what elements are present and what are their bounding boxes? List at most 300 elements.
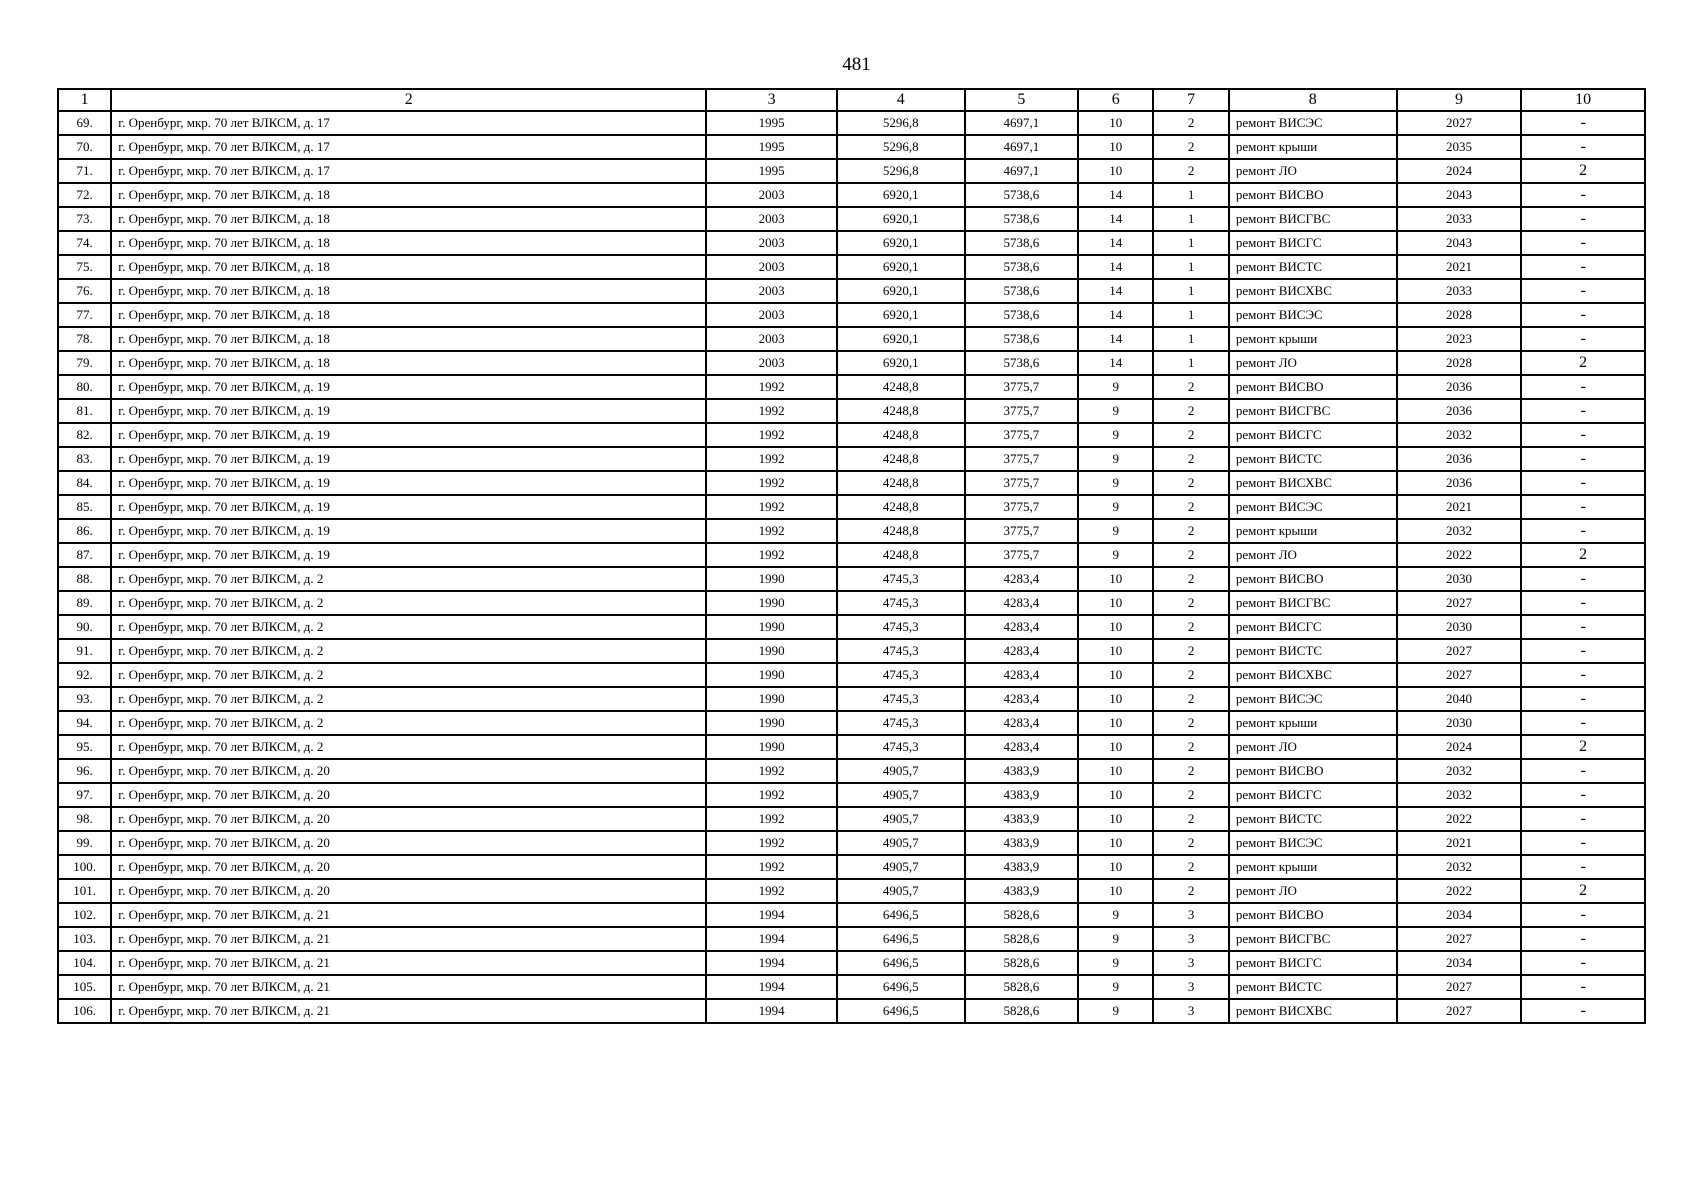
floors-cell: 14 bbox=[1078, 207, 1153, 231]
table-body bbox=[58, 111, 1645, 1023]
year-cell: 1994 bbox=[706, 951, 837, 975]
address-cell: г. Оренбург, мкр. 70 лет ВЛКСМ, д. 2 bbox=[111, 735, 706, 759]
page-number: 481 bbox=[842, 54, 871, 75]
table-row bbox=[58, 351, 1645, 375]
entrances-cell: 1 bbox=[1153, 351, 1228, 375]
work-type-cell: ремонт ВИСВО bbox=[1229, 183, 1397, 207]
floors-cell: 9 bbox=[1078, 399, 1153, 423]
total-area-cell: 4905,7 bbox=[837, 855, 965, 879]
floors-cell: 14 bbox=[1078, 183, 1153, 207]
table-row bbox=[58, 183, 1645, 207]
address-cell: г. Оренбург, мкр. 70 лет ВЛКСМ, д. 19 bbox=[111, 399, 706, 423]
entrances-cell: 1 bbox=[1153, 327, 1228, 351]
total-area-cell: 4745,3 bbox=[837, 567, 965, 591]
work-type-cell: ремонт ВИСХВС bbox=[1229, 999, 1397, 1023]
table-row bbox=[58, 519, 1645, 543]
work-type-cell: ремонт ВИСГС bbox=[1229, 951, 1397, 975]
table-row bbox=[58, 591, 1645, 615]
count-cell: - bbox=[1521, 855, 1645, 879]
count-cell: - bbox=[1521, 447, 1645, 471]
address-cell: г. Оренбург, мкр. 70 лет ВЛКСМ, д. 20 bbox=[111, 783, 706, 807]
floors-cell: 9 bbox=[1078, 927, 1153, 951]
floors-cell: 9 bbox=[1078, 495, 1153, 519]
floors-cell: 14 bbox=[1078, 279, 1153, 303]
row-number-cell: 99. bbox=[58, 831, 111, 855]
living-area-cell: 3775,7 bbox=[965, 423, 1079, 447]
table-row bbox=[58, 447, 1645, 471]
living-area-cell: 4383,9 bbox=[965, 783, 1079, 807]
count-cell: - bbox=[1521, 759, 1645, 783]
planned-year-cell: 2035 bbox=[1397, 135, 1522, 159]
column-header: 10 bbox=[1521, 89, 1645, 111]
total-area-cell: 4248,8 bbox=[837, 399, 965, 423]
entrances-cell: 2 bbox=[1153, 831, 1228, 855]
year-cell: 2003 bbox=[706, 207, 837, 231]
planned-year-cell: 2036 bbox=[1397, 399, 1522, 423]
year-cell: 1992 bbox=[706, 759, 837, 783]
year-cell: 1992 bbox=[706, 399, 837, 423]
entrances-cell: 1 bbox=[1153, 207, 1228, 231]
year-cell: 1994 bbox=[706, 975, 837, 999]
count-cell: - bbox=[1521, 471, 1645, 495]
floors-cell: 9 bbox=[1078, 999, 1153, 1023]
living-area-cell: 4283,4 bbox=[965, 735, 1079, 759]
entrances-cell: 2 bbox=[1153, 111, 1228, 135]
year-cell: 1994 bbox=[706, 927, 837, 951]
table-row bbox=[58, 639, 1645, 663]
total-area-cell: 5296,8 bbox=[837, 135, 965, 159]
living-area-cell: 3775,7 bbox=[965, 495, 1079, 519]
entrances-cell: 3 bbox=[1153, 975, 1228, 999]
living-area-cell: 3775,7 bbox=[965, 471, 1079, 495]
floors-cell: 10 bbox=[1078, 879, 1153, 903]
year-cell: 1990 bbox=[706, 639, 837, 663]
floors-cell: 9 bbox=[1078, 951, 1153, 975]
work-type-cell: ремонт ВИСГС bbox=[1229, 423, 1397, 447]
work-type-cell: ремонт ЛО bbox=[1229, 879, 1397, 903]
planned-year-cell: 2030 bbox=[1397, 615, 1522, 639]
floors-cell: 9 bbox=[1078, 471, 1153, 495]
address-cell: г. Оренбург, мкр. 70 лет ВЛКСМ, д. 21 bbox=[111, 975, 706, 999]
year-cell: 1990 bbox=[706, 615, 837, 639]
table-row bbox=[58, 375, 1645, 399]
living-area-cell: 5738,6 bbox=[965, 327, 1079, 351]
planned-year-cell: 2021 bbox=[1397, 831, 1522, 855]
column-header: 8 bbox=[1229, 89, 1397, 111]
table-row bbox=[58, 663, 1645, 687]
column-number-row bbox=[58, 89, 1645, 111]
row-number-cell: 82. bbox=[58, 423, 111, 447]
living-area-cell: 4283,4 bbox=[965, 639, 1079, 663]
address-cell: г. Оренбург, мкр. 70 лет ВЛКСМ, д. 19 bbox=[111, 543, 706, 567]
address-cell: г. Оренбург, мкр. 70 лет ВЛКСМ, д. 17 bbox=[111, 159, 706, 183]
count-cell: - bbox=[1521, 111, 1645, 135]
total-area-cell: 6920,1 bbox=[837, 207, 965, 231]
address-cell: г. Оренбург, мкр. 70 лет ВЛКСМ, д. 20 bbox=[111, 759, 706, 783]
count-cell: - bbox=[1521, 711, 1645, 735]
row-number-cell: 75. bbox=[58, 255, 111, 279]
living-area-cell: 3775,7 bbox=[965, 399, 1079, 423]
floors-cell: 9 bbox=[1078, 423, 1153, 447]
total-area-cell: 6920,1 bbox=[837, 327, 965, 351]
table-row bbox=[58, 879, 1645, 903]
entrances-cell: 2 bbox=[1153, 639, 1228, 663]
count-cell: 2 bbox=[1521, 735, 1645, 759]
year-cell: 1990 bbox=[706, 735, 837, 759]
row-number-cell: 97. bbox=[58, 783, 111, 807]
count-cell: - bbox=[1521, 783, 1645, 807]
work-type-cell: ремонт крыши bbox=[1229, 327, 1397, 351]
planned-year-cell: 2028 bbox=[1397, 303, 1522, 327]
row-number-cell: 81. bbox=[58, 399, 111, 423]
work-type-cell: ремонт ВИСВО bbox=[1229, 759, 1397, 783]
row-number-cell: 90. bbox=[58, 615, 111, 639]
count-cell: - bbox=[1521, 255, 1645, 279]
total-area-cell: 6920,1 bbox=[837, 351, 965, 375]
total-area-cell: 4905,7 bbox=[837, 807, 965, 831]
address-cell: г. Оренбург, мкр. 70 лет ВЛКСМ, д. 18 bbox=[111, 207, 706, 231]
year-cell: 1995 bbox=[706, 159, 837, 183]
year-cell: 1992 bbox=[706, 447, 837, 471]
address-cell: г. Оренбург, мкр. 70 лет ВЛКСМ, д. 20 bbox=[111, 879, 706, 903]
floors-cell: 10 bbox=[1078, 159, 1153, 183]
table-row bbox=[58, 231, 1645, 255]
floors-cell: 10 bbox=[1078, 663, 1153, 687]
work-type-cell: ремонт ВИСГВС bbox=[1229, 207, 1397, 231]
row-number-cell: 85. bbox=[58, 495, 111, 519]
living-area-cell: 5828,6 bbox=[965, 927, 1079, 951]
row-number-cell: 101. bbox=[58, 879, 111, 903]
total-area-cell: 5296,8 bbox=[837, 111, 965, 135]
repair-schedule-table bbox=[57, 88, 1646, 1024]
entrances-cell: 2 bbox=[1153, 399, 1228, 423]
entrances-cell: 1 bbox=[1153, 255, 1228, 279]
count-cell: - bbox=[1521, 615, 1645, 639]
work-type-cell: ремонт ВИСТС bbox=[1229, 807, 1397, 831]
total-area-cell: 4248,8 bbox=[837, 375, 965, 399]
count-cell: - bbox=[1521, 399, 1645, 423]
address-cell: г. Оренбург, мкр. 70 лет ВЛКСМ, д. 19 bbox=[111, 519, 706, 543]
entrances-cell: 2 bbox=[1153, 495, 1228, 519]
entrances-cell: 1 bbox=[1153, 183, 1228, 207]
count-cell: - bbox=[1521, 927, 1645, 951]
column-header: 6 bbox=[1078, 89, 1153, 111]
count-cell: - bbox=[1521, 279, 1645, 303]
year-cell: 1992 bbox=[706, 783, 837, 807]
row-number-cell: 84. bbox=[58, 471, 111, 495]
table-row bbox=[58, 471, 1645, 495]
entrances-cell: 2 bbox=[1153, 423, 1228, 447]
count-cell: - bbox=[1521, 207, 1645, 231]
address-cell: г. Оренбург, мкр. 70 лет ВЛКСМ, д. 2 bbox=[111, 615, 706, 639]
planned-year-cell: 2021 bbox=[1397, 255, 1522, 279]
total-area-cell: 4745,3 bbox=[837, 735, 965, 759]
planned-year-cell: 2032 bbox=[1397, 759, 1522, 783]
floors-cell: 9 bbox=[1078, 543, 1153, 567]
table-row bbox=[58, 207, 1645, 231]
year-cell: 1992 bbox=[706, 543, 837, 567]
count-cell: - bbox=[1521, 519, 1645, 543]
work-type-cell: ремонт ВИСГС bbox=[1229, 231, 1397, 255]
table-row bbox=[58, 615, 1645, 639]
floors-cell: 9 bbox=[1078, 975, 1153, 999]
planned-year-cell: 2034 bbox=[1397, 951, 1522, 975]
work-type-cell: ремонт ВИСВО bbox=[1229, 903, 1397, 927]
count-cell: 2 bbox=[1521, 879, 1645, 903]
table-row bbox=[58, 711, 1645, 735]
year-cell: 1990 bbox=[706, 687, 837, 711]
entrances-cell: 2 bbox=[1153, 663, 1228, 687]
row-number-cell: 83. bbox=[58, 447, 111, 471]
floors-cell: 14 bbox=[1078, 303, 1153, 327]
floors-cell: 10 bbox=[1078, 855, 1153, 879]
address-cell: г. Оренбург, мкр. 70 лет ВЛКСМ, д. 18 bbox=[111, 303, 706, 327]
year-cell: 1992 bbox=[706, 879, 837, 903]
table-row bbox=[58, 927, 1645, 951]
row-number-cell: 78. bbox=[58, 327, 111, 351]
count-cell: - bbox=[1521, 831, 1645, 855]
floors-cell: 10 bbox=[1078, 687, 1153, 711]
column-header: 7 bbox=[1153, 89, 1228, 111]
entrances-cell: 2 bbox=[1153, 591, 1228, 615]
work-type-cell: ремонт ВИСХВС bbox=[1229, 663, 1397, 687]
living-area-cell: 5738,6 bbox=[965, 351, 1079, 375]
total-area-cell: 4745,3 bbox=[837, 615, 965, 639]
row-number-cell: 74. bbox=[58, 231, 111, 255]
table-row bbox=[58, 567, 1645, 591]
planned-year-cell: 2027 bbox=[1397, 591, 1522, 615]
planned-year-cell: 2023 bbox=[1397, 327, 1522, 351]
year-cell: 1992 bbox=[706, 495, 837, 519]
planned-year-cell: 2027 bbox=[1397, 975, 1522, 999]
total-area-cell: 4745,3 bbox=[837, 663, 965, 687]
work-type-cell: ремонт ВИСГС bbox=[1229, 783, 1397, 807]
planned-year-cell: 2032 bbox=[1397, 783, 1522, 807]
address-cell: г. Оренбург, мкр. 70 лет ВЛКСМ, д. 18 bbox=[111, 327, 706, 351]
entrances-cell: 3 bbox=[1153, 951, 1228, 975]
count-cell: - bbox=[1521, 807, 1645, 831]
total-area-cell: 4745,3 bbox=[837, 711, 965, 735]
row-number-cell: 104. bbox=[58, 951, 111, 975]
column-header: 5 bbox=[965, 89, 1079, 111]
table-row bbox=[58, 831, 1645, 855]
address-cell: г. Оренбург, мкр. 70 лет ВЛКСМ, д. 19 bbox=[111, 495, 706, 519]
row-number-cell: 106. bbox=[58, 999, 111, 1023]
year-cell: 1992 bbox=[706, 807, 837, 831]
entrances-cell: 2 bbox=[1153, 735, 1228, 759]
floors-cell: 10 bbox=[1078, 783, 1153, 807]
year-cell: 2003 bbox=[706, 183, 837, 207]
address-cell: г. Оренбург, мкр. 70 лет ВЛКСМ, д. 2 bbox=[111, 711, 706, 735]
planned-year-cell: 2022 bbox=[1397, 879, 1522, 903]
year-cell: 1992 bbox=[706, 423, 837, 447]
total-area-cell: 6496,5 bbox=[837, 975, 965, 999]
planned-year-cell: 2043 bbox=[1397, 183, 1522, 207]
entrances-cell: 1 bbox=[1153, 279, 1228, 303]
year-cell: 1990 bbox=[706, 663, 837, 687]
living-area-cell: 3775,7 bbox=[965, 519, 1079, 543]
row-number-cell: 105. bbox=[58, 975, 111, 999]
living-area-cell: 5738,6 bbox=[965, 303, 1079, 327]
living-area-cell: 5828,6 bbox=[965, 903, 1079, 927]
living-area-cell: 3775,7 bbox=[965, 375, 1079, 399]
year-cell: 2003 bbox=[706, 255, 837, 279]
total-area-cell: 4745,3 bbox=[837, 687, 965, 711]
total-area-cell: 4745,3 bbox=[837, 639, 965, 663]
work-type-cell: ремонт ЛО bbox=[1229, 735, 1397, 759]
year-cell: 1995 bbox=[706, 135, 837, 159]
year-cell: 2003 bbox=[706, 327, 837, 351]
total-area-cell: 4905,7 bbox=[837, 879, 965, 903]
total-area-cell: 4248,8 bbox=[837, 423, 965, 447]
entrances-cell: 2 bbox=[1153, 471, 1228, 495]
count-cell: 2 bbox=[1521, 159, 1645, 183]
work-type-cell: ремонт ВИСЭС bbox=[1229, 687, 1397, 711]
work-type-cell: ремонт ВИСЭС bbox=[1229, 831, 1397, 855]
work-type-cell: ремонт ВИСГВС bbox=[1229, 927, 1397, 951]
address-cell: г. Оренбург, мкр. 70 лет ВЛКСМ, д. 21 bbox=[111, 903, 706, 927]
table-row bbox=[58, 807, 1645, 831]
address-cell: г. Оренбург, мкр. 70 лет ВЛКСМ, д. 19 bbox=[111, 447, 706, 471]
floors-cell: 10 bbox=[1078, 831, 1153, 855]
living-area-cell: 5828,6 bbox=[965, 999, 1079, 1023]
total-area-cell: 6920,1 bbox=[837, 279, 965, 303]
year-cell: 1992 bbox=[706, 471, 837, 495]
count-cell: - bbox=[1521, 327, 1645, 351]
entrances-cell: 2 bbox=[1153, 543, 1228, 567]
year-cell: 1990 bbox=[706, 567, 837, 591]
table-row bbox=[58, 327, 1645, 351]
planned-year-cell: 2033 bbox=[1397, 207, 1522, 231]
address-cell: г. Оренбург, мкр. 70 лет ВЛКСМ, д. 2 bbox=[111, 663, 706, 687]
column-header: 2 bbox=[111, 89, 706, 111]
count-cell: - bbox=[1521, 495, 1645, 519]
floors-cell: 10 bbox=[1078, 615, 1153, 639]
count-cell: - bbox=[1521, 423, 1645, 447]
total-area-cell: 6496,5 bbox=[837, 951, 965, 975]
total-area-cell: 4248,8 bbox=[837, 519, 965, 543]
column-header: 1 bbox=[58, 89, 111, 111]
entrances-cell: 2 bbox=[1153, 711, 1228, 735]
total-area-cell: 4905,7 bbox=[837, 759, 965, 783]
row-number-cell: 87. bbox=[58, 543, 111, 567]
row-number-cell: 80. bbox=[58, 375, 111, 399]
column-header: 9 bbox=[1397, 89, 1522, 111]
row-number-cell: 103. bbox=[58, 927, 111, 951]
planned-year-cell: 2027 bbox=[1397, 111, 1522, 135]
table-row bbox=[58, 783, 1645, 807]
row-number-cell: 94. bbox=[58, 711, 111, 735]
count-cell: - bbox=[1521, 999, 1645, 1023]
entrances-cell: 1 bbox=[1153, 303, 1228, 327]
living-area-cell: 4283,4 bbox=[965, 615, 1079, 639]
year-cell: 1995 bbox=[706, 111, 837, 135]
living-area-cell: 4383,9 bbox=[965, 831, 1079, 855]
table-row bbox=[58, 111, 1645, 135]
year-cell: 1990 bbox=[706, 711, 837, 735]
living-area-cell: 5738,6 bbox=[965, 231, 1079, 255]
total-area-cell: 4248,8 bbox=[837, 495, 965, 519]
entrances-cell: 2 bbox=[1153, 519, 1228, 543]
year-cell: 1992 bbox=[706, 519, 837, 543]
planned-year-cell: 2043 bbox=[1397, 231, 1522, 255]
planned-year-cell: 2032 bbox=[1397, 855, 1522, 879]
living-area-cell: 4383,9 bbox=[965, 759, 1079, 783]
total-area-cell: 5296,8 bbox=[837, 159, 965, 183]
living-area-cell: 5738,6 bbox=[965, 255, 1079, 279]
floors-cell: 10 bbox=[1078, 735, 1153, 759]
entrances-cell: 2 bbox=[1153, 567, 1228, 591]
floors-cell: 14 bbox=[1078, 351, 1153, 375]
floors-cell: 10 bbox=[1078, 591, 1153, 615]
row-number-cell: 70. bbox=[58, 135, 111, 159]
planned-year-cell: 2022 bbox=[1397, 543, 1522, 567]
living-area-cell: 4283,4 bbox=[965, 687, 1079, 711]
entrances-cell: 2 bbox=[1153, 615, 1228, 639]
living-area-cell: 4383,9 bbox=[965, 855, 1079, 879]
living-area-cell: 5828,6 bbox=[965, 975, 1079, 999]
year-cell: 2003 bbox=[706, 231, 837, 255]
table-row bbox=[58, 543, 1645, 567]
total-area-cell: 4248,8 bbox=[837, 471, 965, 495]
planned-year-cell: 2036 bbox=[1397, 375, 1522, 399]
year-cell: 1994 bbox=[706, 999, 837, 1023]
year-cell: 2003 bbox=[706, 303, 837, 327]
row-number-cell: 95. bbox=[58, 735, 111, 759]
entrances-cell: 1 bbox=[1153, 231, 1228, 255]
row-number-cell: 100. bbox=[58, 855, 111, 879]
work-type-cell: ремонт крыши bbox=[1229, 711, 1397, 735]
year-cell: 2003 bbox=[706, 279, 837, 303]
floors-cell: 9 bbox=[1078, 903, 1153, 927]
work-type-cell: ремонт ВИСЭС bbox=[1229, 111, 1397, 135]
work-type-cell: ремонт ВИСТС bbox=[1229, 447, 1397, 471]
floors-cell: 14 bbox=[1078, 327, 1153, 351]
count-cell: - bbox=[1521, 135, 1645, 159]
table-row bbox=[58, 279, 1645, 303]
living-area-cell: 4697,1 bbox=[965, 111, 1079, 135]
entrances-cell: 2 bbox=[1153, 375, 1228, 399]
table-row bbox=[58, 303, 1645, 327]
row-number-cell: 91. bbox=[58, 639, 111, 663]
address-cell: г. Оренбург, мкр. 70 лет ВЛКСМ, д. 18 bbox=[111, 351, 706, 375]
work-type-cell: ремонт ВИСВО bbox=[1229, 567, 1397, 591]
floors-cell: 9 bbox=[1078, 519, 1153, 543]
table-row bbox=[58, 399, 1645, 423]
address-cell: г. Оренбург, мкр. 70 лет ВЛКСМ, д. 2 bbox=[111, 567, 706, 591]
count-cell: - bbox=[1521, 591, 1645, 615]
living-area-cell: 5738,6 bbox=[965, 183, 1079, 207]
count-cell: 2 bbox=[1521, 543, 1645, 567]
row-number-cell: 89. bbox=[58, 591, 111, 615]
count-cell: - bbox=[1521, 663, 1645, 687]
year-cell: 1992 bbox=[706, 831, 837, 855]
planned-year-cell: 2033 bbox=[1397, 279, 1522, 303]
entrances-cell: 2 bbox=[1153, 447, 1228, 471]
work-type-cell: ремонт ВИСТС bbox=[1229, 639, 1397, 663]
total-area-cell: 4248,8 bbox=[837, 447, 965, 471]
address-cell: г. Оренбург, мкр. 70 лет ВЛКСМ, д. 20 bbox=[111, 807, 706, 831]
work-type-cell: ремонт ЛО bbox=[1229, 159, 1397, 183]
entrances-cell: 3 bbox=[1153, 999, 1228, 1023]
total-area-cell: 6496,5 bbox=[837, 999, 965, 1023]
address-cell: г. Оренбург, мкр. 70 лет ВЛКСМ, д. 17 bbox=[111, 111, 706, 135]
living-area-cell: 5738,6 bbox=[965, 279, 1079, 303]
row-number-cell: 93. bbox=[58, 687, 111, 711]
work-type-cell: ремонт ВИСТС bbox=[1229, 255, 1397, 279]
living-area-cell: 5738,6 bbox=[965, 207, 1079, 231]
count-cell: - bbox=[1521, 375, 1645, 399]
